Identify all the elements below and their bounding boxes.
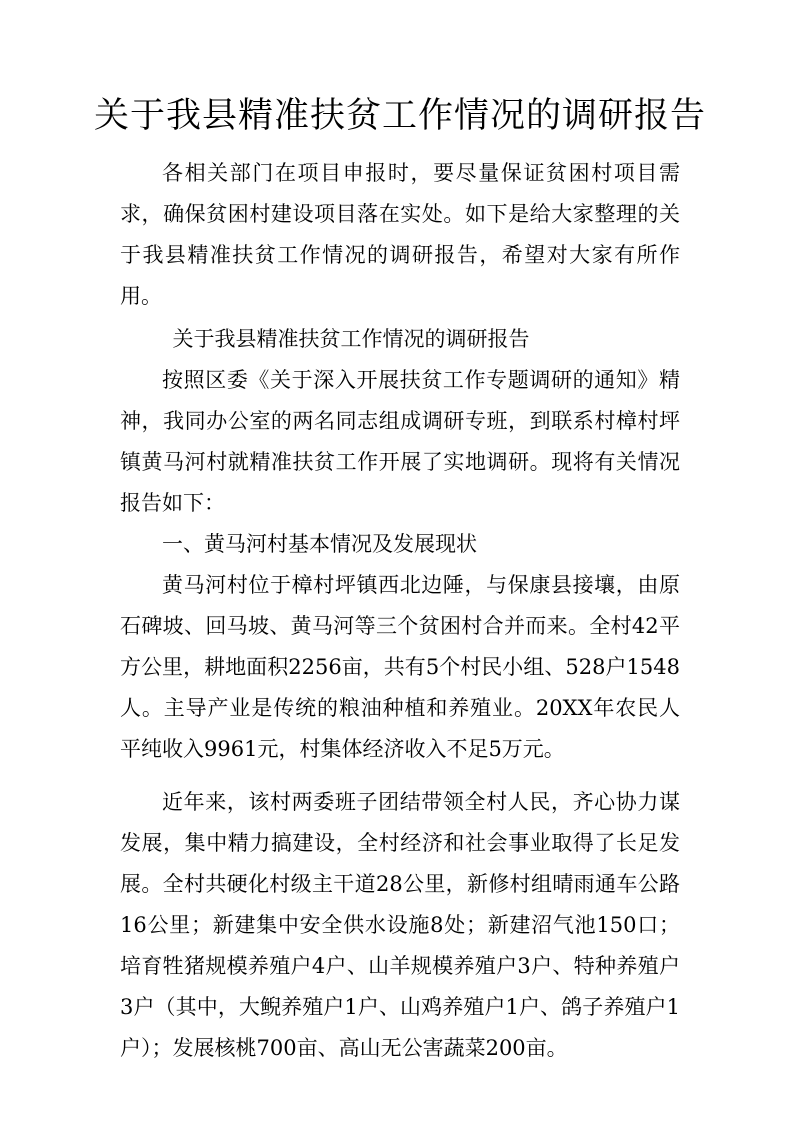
document-body <box>120 153 680 1069</box>
paragraph-1: 按照区委《关于深入开展扶贫工作专题调研的通知》精神，我同办公室的两名同志组成调研专班，到联系村樟村坪镇黄马河村就精准扶贫工作开展了实地调研。现将有关情况报告如下： <box>120 368 680 515</box>
section-1-heading: 一、黄马河村基本情况及发展现状 <box>162 532 477 556</box>
report-subtitle: 关于我县精准扶贫工作情况的调研报告 <box>172 327 530 351</box>
paragraph-2: 黄马河村位于樟村坪镇西北边陲，与保康县接壤，由原石碑坡、回马坡、黄马河等三个贫困村合并而来。全村42平方公里，耕地面积2256亩，共有5个村民小组、528户1548人。主导产业是传统的粮油种植和养殖业。20XX年农民人平纯收入9961元，村集体经济收入不足5万元。 <box>120 573 680 761</box>
paragraph-3: 近年来，该村两委班子团结带领全村人民，齐心协力谋发展，集中精力搞建设，全村经济和社会事业取得了长足发展。全村共硬化村级主干道28公里，新修村组晴雨通车公路16公里；新建集中安全供水设施8处；新建沼气池150口；培育牲猪规模养殖户4户、山羊规模养殖户3户、特种养殖户3户（其中，大鲵养殖户1户、山鸡养殖户1户、鸽子养殖户1户）；发展核桃700亩、高山无公害蔬菜200亩。 <box>120 790 680 1060</box>
intro-paragraph: 各相关部门在项目申报时，要尽量保证贫困村项目需求，确保贫困村建设项目落在实处。如下是给大家整理的关于我县精准扶贫工作情况的调研报告，希望对大家有所作用。 <box>120 161 680 308</box>
document-title: 关于我县精准扶贫工作情况的调研报告 <box>93 96 706 136</box>
